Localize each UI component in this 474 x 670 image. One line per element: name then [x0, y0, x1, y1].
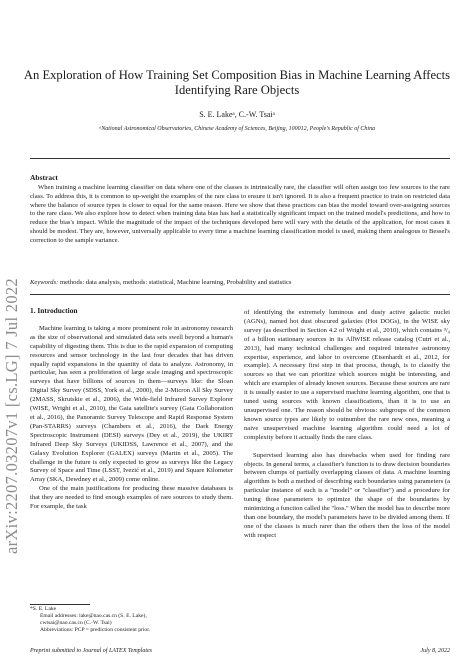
paper-title: An Exploration of How Training Set Composition Bias in Machine Learning Affects Identifying Rare Objects: [23, 68, 451, 97]
abstract-bottom-rule: [30, 294, 450, 295]
footnotes: [30, 606, 240, 634]
footnote-corresponding-author: *S. E. Lake: [30, 606, 57, 612]
footer-date: July 8, 2022: [420, 648, 450, 654]
author-list: S. E. Lakeᵃ, C.-W. Tsaiᵃ: [199, 110, 275, 119]
footnote-email-2: cwtsai@nao.cas.cn (C.-W. Tsai): [40, 620, 112, 626]
arxiv-identifier-text: arXiv:2207.03207v1 [cs.LG] 7 Jul 2022: [2, 278, 21, 554]
intro-paragraph-2: One of the main justifications for producing these massive databases is that they are needed to find enough examples of rare sources to study them. For example, the task: [30, 485, 233, 511]
left-column: [30, 307, 233, 512]
intro-paragraph-3: Supervised learning also has drawbacks when used for finding rare objects. In general terms, a classifier's function is to draw decision boundaries between clumps of partially overlapping classes of data. A machine learning algorithm is both a method of describing such boundaries using parameters (a particular instance of such is a "model" or "classifier") and a procedure for tuning those parameters to optimize the shape of the boundaries by minimizing a function called the "loss." When the model has to describe more than one boundary, the model's parameters have to be divided among them. If one of the classes is much rarer than the others then the loss of the model with respect: [244, 451, 450, 539]
affiliation: ᵃNational Astronomical Observatories, Chinese Academy of Sciences, Beijing, 100012, People's Republic of China: [98, 126, 376, 132]
section-heading-introduction: 1. Introduction: [30, 306, 78, 315]
arxiv-identifier-stamp: [2, 226, 22, 606]
keywords-label: Keywords:: [30, 279, 59, 286]
footnote-email: Email addresses: lake@nao.cas.cn (S. E. Lake),: [40, 613, 147, 619]
footnote-rule: [30, 604, 90, 605]
footer-preprint-note: Preprint submitted to Journal of LATEX Templates: [30, 648, 153, 654]
abstract-heading: Abstract: [30, 173, 58, 182]
right-column: [244, 309, 450, 541]
abstract-top-rule: [30, 158, 450, 159]
keywords-line: [30, 279, 450, 288]
abstract-body: When training a machine learning classifier on data where one of the classes is intrinsically rare, the classifier will often assign too few sources to the rare class. To address this, it is common to up-weight the examples of the rare class to ensure it isn't ignored. It is also a frequent practice to train on restricted data where the balance of source types is closer to equal for the same reason. Here we show that these practices can bias the model toward over-assigning sources to the rare class. We also explore how to detect when training data bias has had a statistically significant impact on the trained model's predictions, and how to reduce the bias's impact. While the magnitude of the impact of the techniques developed here will vary with the details of the application, for most cases it should be modest. They are, however, universally applicable to every time a machine learning classification model is used, making them analogous to Bessel's correction to the sample variance.: [30, 184, 450, 244]
intro-paragraph-1: Machine learning is taking a more prominent role in astronomy research as the size of observational and simulated data sets swell beyond a human's capability of digesting them. This is due to the rapid expansion of computing resources and sensor technology in the last four decades that has driven equally rapid expansions in the quantity of data to analyze. Astronomy, in particular, has seen a proliferation of large scale imaging and spectroscopic surveys that have billions of sources in them—surveys like: the Sloan Digital Sky Survey (SDSS, York et al., 2000), the 2-Micron All Sky Survey (2MASS, Skrutskie et al., 2006), the Wide-field Infrared Survey Explorer (WISE, Wright et al., 2010), the Gaia satellite's survey (Gaia Collaboration et al., 2016), the Panoramic Survey Telescope and Rapid Response System (Pan-STARRS) surveys (Chambers et al., 2016), the Dark Energy Spectroscopic Instrument (DESI) surveys (Dey et al., 2019), the UKIRT Infrared Deep Sky Surveys (UKIDSS, Lawrence et al., 2007), and the Galaxy Evolution Explorer (GALEX) surveys (Martin et al., 2005). The challenge in the future is only expected to grow as surveys like the Legacy Survey of Space and Time (LSST, Ivezić et al., 2019) and Square Kilometer Array (SKA, Dewdney et al., 2009) come online.: [30, 324, 233, 484]
intro-paragraph-2-continued: of identifying the extremely luminous and dusty active galactic nuclei (AGNs), named hot dust obscured galaxies (Hot DOGs), in the WISE sky survey (as described in Section 4.2 of Wright et al., 2010), which contains ³/₄ of a billion stationary sources in its AllWISE release catalog (Cutri et al., 2013), had many technical challenges and required intensive astronomy expertise, experience, and labor to overcome (Eisenhardt et al., 2012, for example). A necessary first step in that process, though, is to classify the sources so that we can prioritize which sources might be interesting, and which are examples of already known sources. Because these sources are rare it is usually easier to use a supervised machine learning algorithm, one that is tuned using sources with known classifications, than it is to use an unsupervised one. The reason should be obvious: subgroups of the common known source types are likely to outnumber the rare new ones, meaning a naive unsupervised machine learning algorithm could need a lot of complexity before it actually finds the rare class.: [244, 309, 450, 441]
keywords-text: methods: data analysis, methods: statistical, Machine learning, Probability and statistics: [59, 279, 292, 286]
footnote-abbreviations: Abbreviations: PCP = prediction consistent prior.: [40, 627, 151, 633]
